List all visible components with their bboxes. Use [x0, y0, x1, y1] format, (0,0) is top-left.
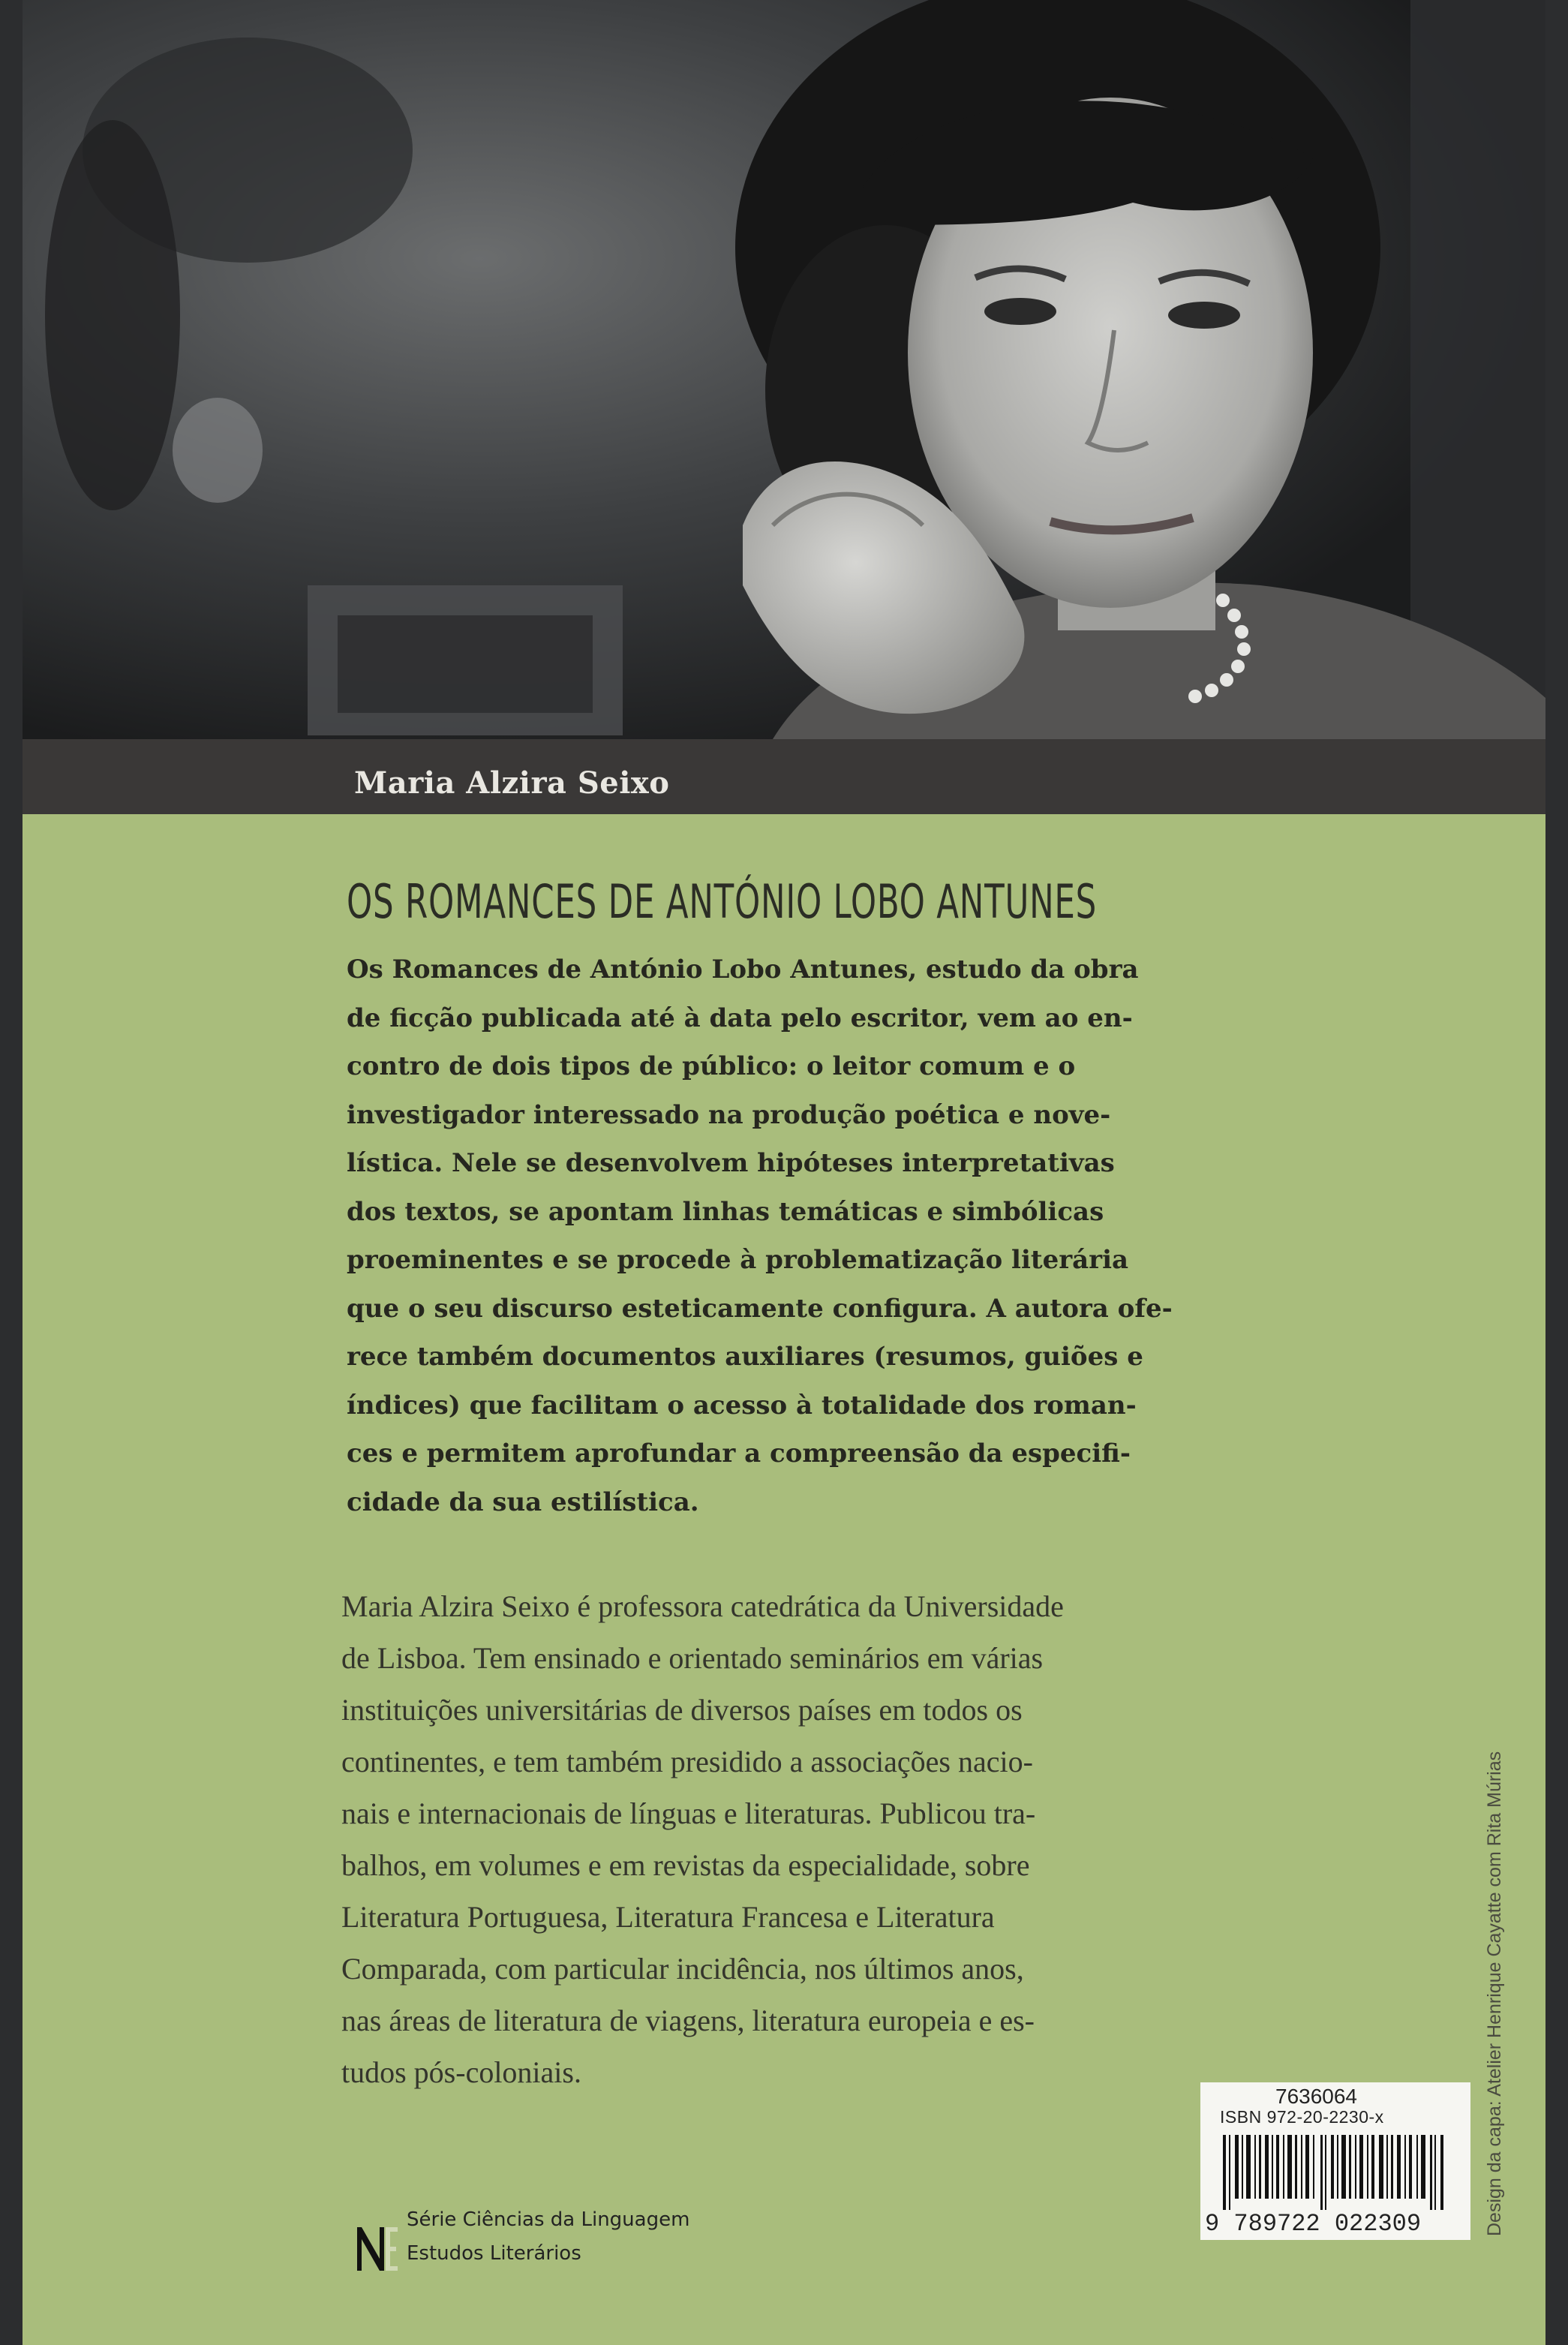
author-band	[23, 739, 1545, 814]
blurb-line: índices) que facilitam o acesso à totalidade dos roman-	[347, 1390, 1137, 1421]
author-portrait	[23, 0, 1545, 739]
book-title: OS ROMANCES DE ANTÓNIO LOBO ANTUNES	[347, 874, 1098, 929]
barcode-number: 7636064	[1275, 2085, 1358, 2108]
bio-line: nas áreas de literatura de viagens, literatura europeia e es-	[341, 2004, 1035, 2037]
bio-line: Comparada, com particular incidência, nos últimos anos,	[341, 1952, 1024, 1986]
blurb-line: investigador interessado na produção poética e nove-	[347, 1099, 1111, 1130]
blurb-line: lística. Nele se desenvolvem hipóteses interpretativas	[347, 1148, 1115, 1178]
blurb-line: que o seu discurso esteticamente configura. A autora ofe-	[347, 1293, 1173, 1324]
bio-line: continentes, e tem também presidido a associações nacio-	[341, 1745, 1033, 1778]
bio-line: de Lisboa. Tem ensinado e orientado seminários em várias	[341, 1641, 1044, 1675]
publisher-logo-icon	[354, 2221, 399, 2274]
blurb-line: proeminentes e se procede à problematização literária	[347, 1245, 1129, 1275]
bio-line: instituições universitárias de diversos países em todos os	[341, 1693, 1023, 1727]
bio-line: nais e internacionais de línguas e literaturas. Publicou tra-	[341, 1796, 1036, 1830]
blurb-line: cidade da sua estilística.	[347, 1487, 699, 1517]
series-name: Série Ciências da Linguagem	[407, 2208, 690, 2231]
isbn-number: ISBN 972-20-2230-x	[1220, 2107, 1384, 2127]
bio-line: balhos, em volumes e em revistas da especialidade, sobre	[341, 1848, 1030, 1882]
blurb-line: de ficção publicada até à data pelo escritor, vem ao en-	[347, 1003, 1133, 1033]
author-photo-graphic	[23, 0, 1545, 739]
bio-line: Maria Alzira Seixo é professora catedrática da Universidade	[341, 1589, 1064, 1623]
blurb-line: dos textos, se apontam linhas temáticas e simbólicas	[347, 1196, 1104, 1227]
author-name: Maria Alzira Seixo	[354, 765, 670, 801]
bio-line: tudos pós-coloniais.	[341, 2055, 581, 2089]
blurb-line: contro de dois tipos de público: o leitor comum e o	[347, 1051, 1076, 1081]
cover-design-credit: Design da capa: Atelier Henrique Cayatte com Rita Múrias	[1484, 1751, 1505, 2236]
blurb-line: Os Romances de António Lobo Antunes, estudo da obra	[347, 955, 1139, 985]
barcode-digits: 9 789722 022309	[1205, 2210, 1422, 2238]
series-subtitle: Estudos Literários	[407, 2242, 581, 2265]
blurb-line: ces e permitem aprofundar a compreensão da especifi-	[347, 1439, 1131, 1469]
blurb-line: rece também documentos auxiliares (resumos, guiões e	[347, 1342, 1143, 1372]
book-blurb	[347, 946, 1172, 1526]
author-bio	[341, 1580, 1182, 2098]
bio-line: Literatura Portuguesa, Literatura Francesa e Literatura	[341, 1900, 995, 1934]
